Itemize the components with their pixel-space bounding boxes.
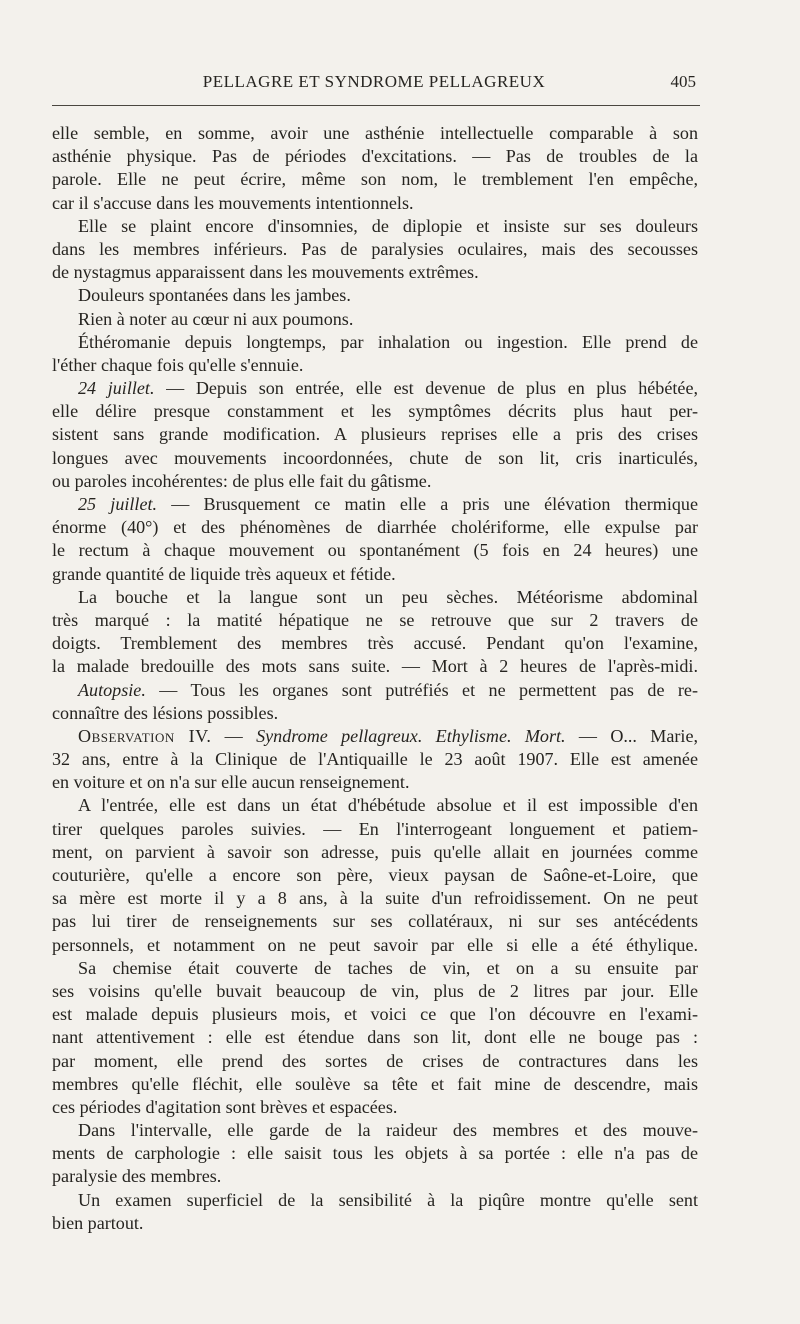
line-text: personnels, et notamment on ne peut savoir par elle si elle a été éthylique. — [52, 934, 698, 955]
text-line — [52, 122, 698, 145]
line-text: car il s'accuse dans les mouvements intentionnels. — [52, 192, 414, 213]
line-text: longues avec mouvements incoordonnées, chute de son lit, cris inarticulés, — [52, 447, 698, 468]
text-line — [52, 1026, 698, 1049]
text-line — [52, 516, 698, 539]
text-line — [52, 470, 698, 493]
text-line — [52, 655, 698, 678]
line-text: l'éther chaque fois qu'elle s'ennuie. — [52, 354, 304, 375]
text-line — [52, 1003, 698, 1026]
line-text: bien partout. — [52, 1212, 144, 1233]
text-line — [52, 308, 698, 331]
text-line — [52, 215, 698, 238]
line-text: est malade depuis plusieurs mois, et voici ce que l'on découvre en l'exami- — [52, 1004, 698, 1025]
autopsy-heading: Autopsie. — [78, 679, 146, 700]
text-line — [52, 331, 698, 354]
line-text: pas lui tirer de renseignements sur ses collatéraux, ni sur ses antécédents — [52, 911, 698, 932]
text-line — [52, 192, 698, 215]
text-line — [52, 1189, 698, 1212]
header-rule — [52, 105, 700, 106]
text-line — [52, 493, 698, 516]
text-line — [52, 679, 698, 702]
text-line — [52, 1073, 698, 1096]
text-line — [52, 168, 698, 191]
line-text: par moment, elle prend des sortes de crises de contractures dans les — [52, 1050, 698, 1071]
text-line — [52, 423, 698, 446]
line-text: grande quantité de liquide très aqueux et fétide. — [52, 563, 396, 584]
text-line — [52, 261, 698, 284]
text-line — [52, 400, 698, 423]
line-text: sistent sans grande modification. A plusieurs reprises elle a pris des crises — [52, 424, 698, 445]
text-line — [52, 1119, 698, 1142]
line-text: parole. Elle ne peut écrire, même son nom, le tremblement l'en empêche, — [52, 169, 698, 190]
line-text: très marqué : la matité hépatique ne se retrouve que sur 2 travers de — [52, 609, 698, 630]
text-line — [52, 980, 698, 1003]
line-text: dans les membres inférieurs. Pas de paralysies oculaires, mais des secousses — [52, 238, 698, 259]
line-text: paralysie des membres. — [52, 1166, 222, 1187]
line-text: — O... Marie, — [565, 725, 699, 746]
text-line — [52, 841, 698, 864]
text-line — [52, 354, 698, 377]
text-line — [52, 238, 698, 261]
line-text: — Brusquement ce matin elle a pris une élévation thermique — [157, 494, 698, 514]
line-text: La bouche et la langue sont un peu sèches. Météorisme abdominal — [78, 586, 698, 607]
text-line — [52, 864, 698, 887]
line-text: ou paroles incohérentes: de plus elle fait du gâtisme. — [52, 470, 432, 491]
running-head — [52, 72, 696, 98]
text-line — [52, 794, 698, 817]
line-text: ments de carphologie : elle saisit tous les objets à sa portée : elle n'a pas de — [52, 1143, 698, 1164]
text-line — [52, 1096, 698, 1119]
text-line — [52, 1165, 698, 1188]
text-line — [52, 910, 698, 933]
line-text: elle semble, en somme, avoir une asthénie intellectuelle comparable à son — [52, 123, 698, 143]
text-line — [52, 1212, 698, 1235]
line-text: tirer quelques paroles suivies. — En l'interrogeant longuement et patiem- — [52, 818, 698, 839]
text-line — [52, 887, 698, 910]
text-line: Observation IV. — Syndrome pellagreux. Ethylisme. Mort. — O... Marie, — [78, 725, 699, 746]
text-line — [52, 447, 698, 470]
line-text: 32 ans, entre à la Clinique de l'Antiquaille le 23 août 1907. Elle est amenée — [52, 749, 698, 770]
text-line — [52, 1142, 698, 1165]
text-line — [52, 702, 698, 725]
line-text: Dans l'intervalle, elle garde de la raideur des membres et des mouve- — [78, 1120, 698, 1141]
text-line — [52, 818, 698, 841]
line-text: nant attentivement : elle est étendue dans son lit, dont elle ne bouge pas : — [52, 1027, 698, 1048]
date-heading: 25 juillet. — [78, 494, 158, 514]
line-text: — Depuis son entrée, elle est devenue de plus en plus hébétée, — [154, 378, 698, 399]
line-text: membres qu'elle fléchit, elle soulève sa tête et fait mine de descendre, mais — [52, 1073, 698, 1094]
text-line — [52, 284, 698, 307]
text-line — [52, 586, 698, 609]
line-text: — Tous les organes sont putréfiés et ne permettent pas de re- — [145, 679, 698, 700]
line-text: Rien à noter au cœur ni aux poumons. — [78, 308, 354, 329]
line-text: couturière, qu'elle a encore son père, vieux paysan de Saône-et-Loire, que — [52, 865, 698, 885]
line-text: ment, on parvient à savoir son adresse, puis qu'elle allait en journées comme — [52, 841, 698, 862]
line-text: de nystagmus apparaissent dans les mouvements extrêmes. — [52, 262, 479, 283]
line-text: Sa chemise était couverte de taches de vin, et on a su ensuite par — [78, 957, 698, 978]
text-line — [52, 377, 698, 400]
line-text: connaître des lésions possibles. — [52, 702, 279, 723]
line-text: ces périodes d'agitation sont brèves et espacées. — [52, 1096, 398, 1117]
line-text: en voiture et on n'a sur elle aucun renseignement. — [52, 772, 410, 793]
text-line — [52, 771, 698, 794]
line-text: Éthéromanie depuis longtemps, par inhalation ou ingestion. Elle prend de — [78, 331, 698, 352]
line-text: énorme (40°) et des phénomènes de diarrhée cholériforme, elle expulse par — [52, 517, 698, 538]
text-line — [52, 563, 698, 586]
text-line — [52, 934, 698, 957]
text-line — [52, 748, 698, 771]
text-line — [52, 957, 698, 980]
text-line — [52, 1050, 698, 1073]
line-text: Elle se plaint encore d'insomnies, de diplopie et insiste sur ses douleurs — [78, 215, 698, 236]
text-line — [52, 632, 698, 655]
text-line — [52, 145, 698, 168]
text-line — [52, 609, 698, 632]
line-text: doigts. Tremblement des membres très accusé. Pendant qu'on l'examine, — [52, 633, 698, 654]
date-heading: 24 juillet. — [78, 378, 155, 399]
line-text: asthénie physique. Pas de périodes d'excitations. — Pas de troubles de la — [52, 146, 698, 167]
line-text: le rectum à chaque mouvement ou spontanément (5 fois en 24 heures) une — [52, 540, 698, 561]
line-text: A l'entrée, elle est dans un état d'hébétude absolue et il est impossible d'en — [78, 795, 698, 816]
page-number: 405 — [670, 72, 696, 91]
line-text: Un examen superficiel de la sensibilité à la piqûre montre qu'elle sent — [78, 1189, 698, 1210]
line-text: la malade bredouille des mots sans suite. — Mort à 2 heures de l'après-midi. — [52, 656, 698, 677]
line-text: ses voisins qu'elle buvait beaucoup de vin, plus de 2 litres par jour. Elle — [52, 980, 698, 1001]
running-title: PELLAGRE ET SYNDROME PELLAGREUX — [202, 72, 546, 91]
observation-title: Syndrome pellagreux. Ethylisme. Mort. — [256, 725, 566, 746]
line-text: elle délire presque constamment et les symptômes décrits plus haut per- — [52, 401, 698, 422]
text-line — [52, 539, 698, 562]
line-text: sa mère est morte il y a 8 ans, à la suite d'un refroidissement. On ne peut — [52, 888, 698, 909]
observation-label: Observation IV. — [78, 725, 212, 746]
body-text — [52, 122, 698, 1235]
line-text: Douleurs spontanées dans les jambes. — [78, 285, 351, 306]
